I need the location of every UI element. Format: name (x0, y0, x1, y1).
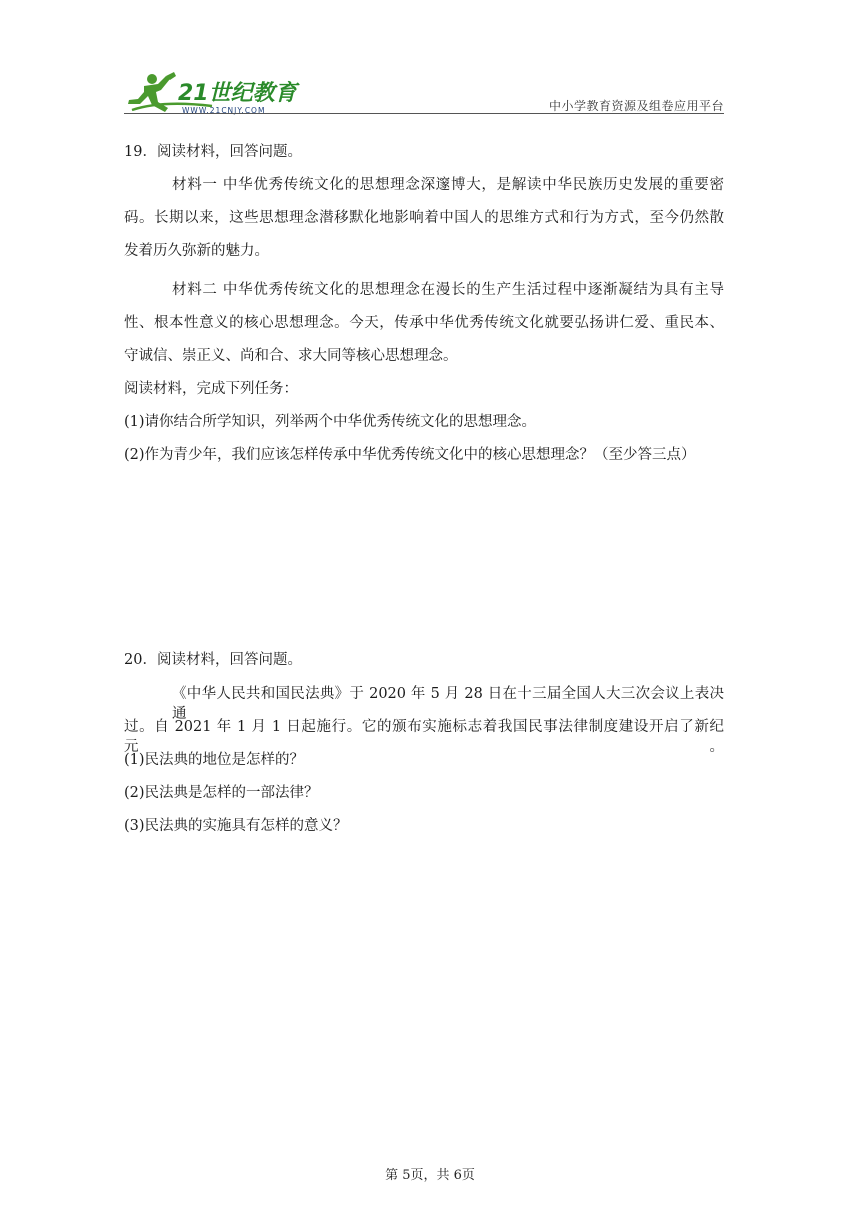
page-number: 第 5页，共 6页 (385, 1168, 475, 1183)
svg-text:WWW.21CNJY.COM: WWW.21CNJY.COM (182, 106, 266, 115)
q19-material1-line3: 发着历久弥新的魅力。 (124, 243, 269, 259)
q20-subquestion-2: (2)民法典是怎样的一部法律？ (124, 785, 319, 801)
q19-material1-line2: 码。长期以来，这些思想理念潜移默化地影响着中国人的思维方式和行为方式，至今仍然散 (124, 210, 724, 226)
platform-name: 中小学教育资源及组卷应用平台 (548, 99, 724, 113)
header-rule (124, 113, 724, 114)
q20-paragraph-line1: 《中华人民共和国民法典》于 2020 年 5 月 28 日在十三届全国人大三次会议上表决通 (172, 686, 724, 722)
q19-material2-line3: 守诚信、崇正义、尚和合、求大同等核心思想理念。 (124, 348, 458, 364)
q19-title: 19．阅读材料，回答问题。 (124, 144, 302, 160)
q19-material1-line1: 材料一 中华优秀传统文化的思想理念深邃博大，是解读中华民族历史发展的重要密 (172, 177, 724, 193)
q19-subquestion-1: (1)请你结合所学知识，列举两个中华优秀传统文化的思想理念。 (124, 414, 537, 430)
q19-subquestion-2: (2)作为青少年，我们应该怎样传承中华优秀传统文化中的核心思想理念？（至少答三点） (124, 447, 696, 463)
q19-task: 阅读材料，完成下列任务： (124, 381, 298, 397)
svg-text:21世纪教育: 21世纪教育 (178, 81, 297, 106)
page-header (122, 64, 724, 116)
q19-material2-line2: 性、根本性意义的核心思想理念。今天，传承中华优秀传统文化就要弘扬讲仁爱、重民本、 (124, 315, 724, 331)
q20-subquestion-1: (1)民法典的地位是怎样的？ (124, 752, 305, 768)
q20-paragraph-line2: 过。自 2021 年 1 月 1 日起施行。它的颁布实施标志着我国民事法律制度建设开启了新纪元。 (124, 719, 724, 755)
q19-material2-line1: 材料二 中华优秀传统文化的思想理念在漫长的生产生活过程中逐渐凝结为具有主导 (172, 282, 724, 298)
logo-21cnjy (122, 70, 322, 116)
q20-title: 20．阅读材料，回答问题。 (124, 652, 302, 668)
q20-subquestion-3: (3)民法典的实施具有怎样的意义？ (124, 818, 348, 834)
